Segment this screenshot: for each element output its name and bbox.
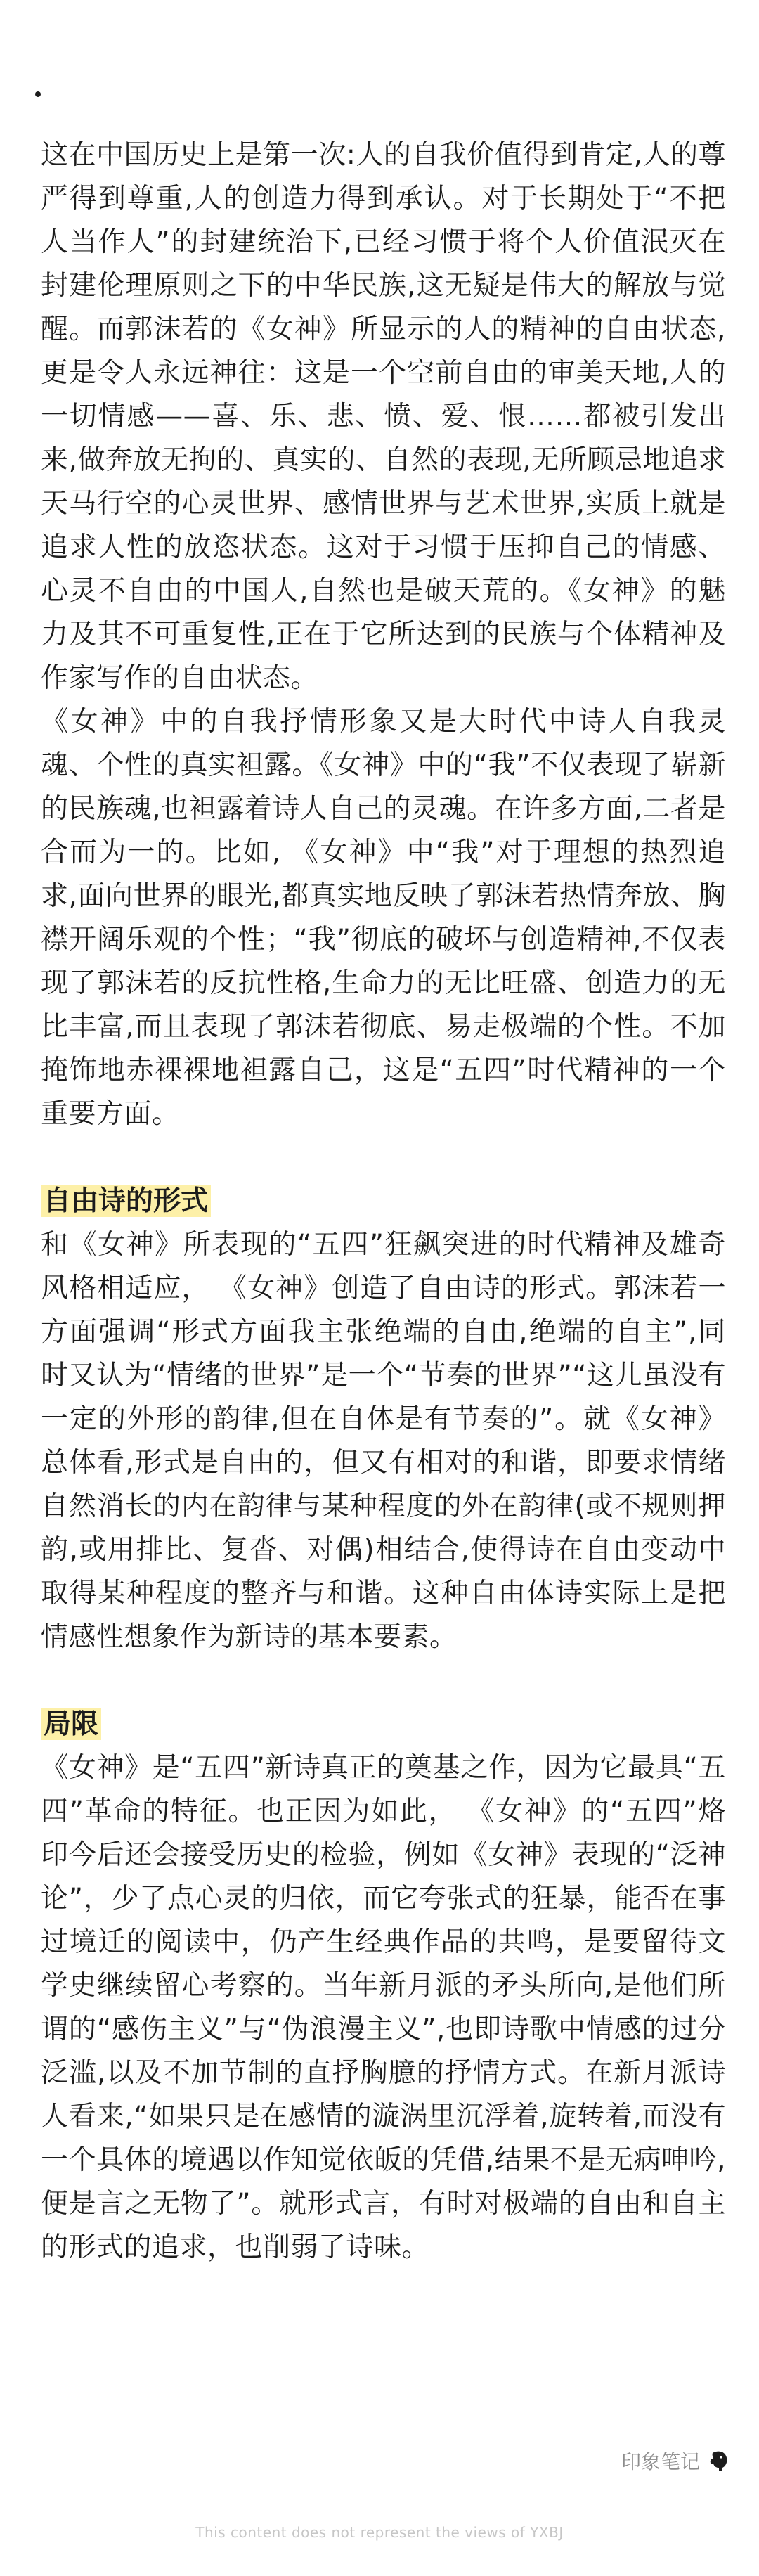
brand-footer [621, 2447, 731, 2475]
heading-highlight: 自由诗的形式 [41, 1185, 211, 1217]
bullet-dot [35, 91, 41, 97]
note-content [41, 134, 726, 2269]
section-heading-limit [41, 1703, 726, 1746]
spacer [41, 1136, 726, 1180]
elephant-icon [707, 2449, 731, 2473]
brand-label: 印象笔记 [621, 2450, 700, 2473]
limit-paragraph: 《女神》是“五四”新诗真正的奠基之作，因为它最具“五四”革命的特征。也正因为如此， 《女神》的“五四”烙印今后还会接受历史的检验，例如《女神》表现的“泛神论”，少了点心灵的归依，而它夸张式的狂暴，能否在事过境迁的阅读中，仍产生经典作品的共鸣，是要留待文学史继续留心考察的。当年新月派的矛头所向,是他们所谓的“感伤主义”与“伪浪漫主义”,也即诗歌中情感的过分泛滥,以及不加节制的直抒胸臆的抒情方式。在新月派诗人看来,“如果只是在感情的漩涡里沉浮着,旋转着,而没有一个具体的境遇以作知觉依皈的凭借,结果不是无病呻吟,便是言之无物了”。就形式言，有时对极端的自由和自主的形式的追求，也削弱了诗味。 [41, 1752, 726, 2263]
spacer [41, 1659, 726, 1703]
intro-paragraph-1: 这在中国历史上是第一次:人的自我价值得到肯定,人的尊严得到尊重,人的创造力得到承认。对于长期处于“不把人当作人”的封建统治下,已经习惯于将个人价值泯灭在封建伦理原则之下的中华民族,这无疑是伟大的解放与觉醒。而郭沫若的《女神》所显示的人的精神的自由状态,更是令人永远神往：这是一个空前自由的审美天地,人的一切情感——喜、乐、悲、愤、爱、恨……都被引发出来,做奔放无拘的、真实的、自然的表现,无所顾忌地追求天马行空的心灵世界、感情世界与艺术世界,实质上就是追求人性的放恣状态。这对于习惯于压抑自己的情感、心灵不自由的中国人,自然也是破天荒的。《女神》的魅力及其不可重复性,正在于它所达到的民族与个体精神及作家写作的自由状态。 [41, 139, 726, 694]
disclaimer-text: This content does not represent the views of YXBJ [195, 2524, 564, 2541]
form-paragraph: 和《女神》所表现的“五四”狂飙突进的时代精神及雄奇风格相适应， 《女神》创造了自由诗的形式。郭沫若一方面强调“形式方面我主张绝端的自由,绝端的自主”,同时又认为“情绪的世界”是一个“节奏的世界”“这儿虽没有一定的外形的韵律,但在自体是有节奏的”。就《女神》总体看,形式是自由的，但又有相对的和谐，即要求情绪自然消长的内在韵律与某种程度的外在韵律(或不规则押韵,或用排比、复沓、对偶)相结合,使得诗在自由变动中取得某种程度的整齐与和谐。这种自由体诗实际上是把情感性想象作为新诗的基本要素。 [41, 1229, 726, 1653]
heading-highlight: 局限 [41, 1708, 101, 1740]
section-heading-form [41, 1180, 726, 1223]
intro-paragraph-2: 《女神》中的自我抒情形象又是大时代中诗人自我灵魂、个性的真实袒露。《女神》中的“我”不仅表现了崭新的民族魂,也袒露着诗人自己的灵魂。在许多方面,二者是合而为一的。比如, 《女神》中“我”对于理想的热烈追求,面向世界的眼光,都真实地反映了郭沫若热情奔放、胸襟开阔乐观的个性；“我”彻底的破坏与创造精神,不仅表现了郭沫若的反抗性格,生命力的无比旺盛、创造力的无比丰富,而且表现了郭沫若彻底、易走极端的个性。不加掩饰地赤裸裸地袒露自己，这是“五四”时代精神的一个重要方面。 [41, 706, 726, 1130]
